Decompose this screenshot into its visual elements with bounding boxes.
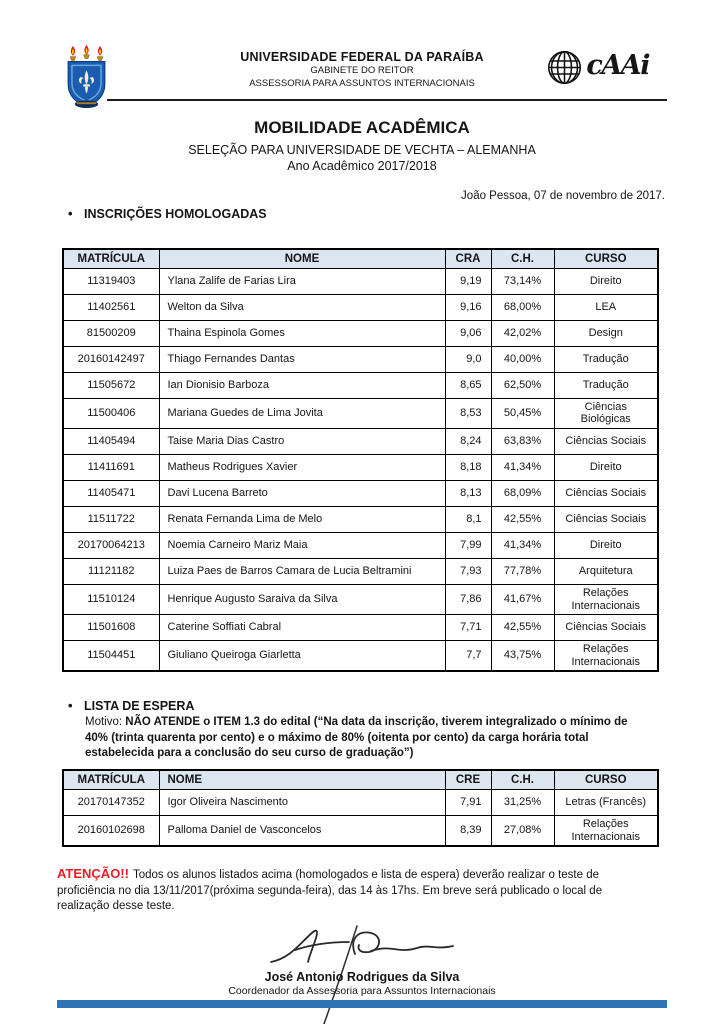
table-cell: 8,65	[445, 372, 491, 398]
table-cell: 20160142497	[63, 346, 159, 372]
table-cell: 11504451	[63, 641, 159, 672]
table-cell: 50,45%	[491, 398, 554, 428]
table-cell: Ciências Sociais	[554, 480, 658, 506]
table-cell: 7,99	[445, 532, 491, 558]
table-cell: 31,25%	[491, 789, 554, 815]
table-cell: 11319403	[63, 268, 159, 294]
table-cell: 9,06	[445, 320, 491, 346]
table-cell: Ciências Biológicas	[554, 398, 658, 428]
table-cell: Matheus Rodrigues Xavier	[159, 454, 445, 480]
doc-header	[57, 45, 667, 99]
caai-logo	[546, 49, 649, 86]
table-cell: 68,09%	[491, 480, 554, 506]
column-header-ch: C.H.	[491, 249, 554, 269]
table-cell: Relações Internacionais	[554, 641, 658, 672]
table-cell: 77,78%	[491, 558, 554, 584]
table-header-row	[63, 249, 658, 269]
table-row	[63, 454, 658, 480]
espera-heading	[57, 698, 667, 713]
table-cell: Henrique Augusto Saraiva da Silva	[159, 584, 445, 614]
table-cell: 11500406	[63, 398, 159, 428]
table-cell: 11405471	[63, 480, 159, 506]
column-header-ch: C.H.	[491, 770, 554, 790]
table-row	[63, 480, 658, 506]
table-row	[63, 398, 658, 428]
table-cell: Palloma Daniel de Vasconcelos	[159, 815, 445, 846]
table-row	[63, 294, 658, 320]
globe-icon	[546, 49, 583, 86]
table-cell: 20160102698	[63, 815, 159, 846]
table-cell: 20170064213	[63, 532, 159, 558]
table-row	[63, 268, 658, 294]
table-cell: 11510124	[63, 584, 159, 614]
table-cell: LEA	[554, 294, 658, 320]
table-cell: 41,67%	[491, 584, 554, 614]
table-cell: 73,14%	[491, 268, 554, 294]
dateline: João Pessoa, 07 de novembro de 2017.	[461, 189, 665, 202]
column-header-cre: CRE	[445, 770, 491, 790]
table-cell: 42,55%	[491, 506, 554, 532]
table-cell: Welton da Silva	[159, 294, 445, 320]
torch-cups	[70, 55, 103, 61]
table-cell: Tradução	[554, 346, 658, 372]
signatory-name: José Antonio Rodrigues da Silva	[264, 970, 460, 985]
table-cell: Thaina Espinola Gomes	[159, 320, 445, 346]
table-cell: 40,00%	[491, 346, 554, 372]
table-cell: 9,0	[445, 346, 491, 372]
table-row	[63, 346, 658, 372]
table-cell: 27,08%	[491, 815, 554, 846]
doc-title: MOBILIDADE ACADÊMICA	[254, 118, 470, 137]
table-cell: Noemia Carneiro Mariz Maia	[159, 532, 445, 558]
table-cell: 7,93	[445, 558, 491, 584]
table-cell: 42,55%	[491, 615, 554, 641]
column-header-curso: CURSO	[554, 249, 658, 269]
attention-note	[57, 865, 639, 915]
column-header-matricula: MATRÍCULA	[63, 249, 159, 269]
table-cell: 11405494	[63, 428, 159, 454]
table-cell: Direito	[554, 532, 658, 558]
table-cell: 11505672	[63, 372, 159, 398]
table-cell: 11121182	[63, 558, 159, 584]
title-block	[57, 117, 667, 175]
espera-table	[62, 769, 659, 847]
table-cell: Luiza Paes de Barros Camara de Lucia Beltramini	[159, 558, 445, 584]
column-header-nome: NOME	[159, 770, 445, 790]
table-cell: 9,19	[445, 268, 491, 294]
table-cell: 68,00%	[491, 294, 554, 320]
table-cell: 11501608	[63, 615, 159, 641]
table-row	[63, 428, 658, 454]
org-office: ASSESSORIA PARA ASSUNTOS INTERNACIONAIS	[249, 77, 475, 89]
table-cell: 62,50%	[491, 372, 554, 398]
espera-section	[57, 698, 667, 847]
column-header-cra: CRA	[445, 249, 491, 269]
table-cell: 20170147352	[63, 789, 159, 815]
doc-subtitle: SELEÇÃO PARA UNIVERSIDADE DE VECHTA – ALEMANHA	[188, 143, 536, 158]
table-cell: 8,13	[445, 480, 491, 506]
signatory-role: Coordenador da Assessoria para Assuntos Internacionais	[228, 985, 496, 998]
table-cell: Direito	[554, 268, 658, 294]
ufpb-crest-logo	[63, 45, 110, 109]
homologadas-table	[62, 248, 659, 673]
org-block	[152, 45, 572, 90]
column-header-nome: NOME	[159, 249, 445, 269]
org-name: UNIVERSIDADE FEDERAL DA PARAÍBA	[240, 50, 484, 64]
signature-scribble	[257, 926, 467, 968]
table-row	[63, 558, 658, 584]
table-cell: Tradução	[554, 372, 658, 398]
table-cell: Ciências Sociais	[554, 428, 658, 454]
table-cell: Letras (Francês)	[554, 789, 658, 815]
doc-year: Ano Acadêmico 2017/2018	[287, 159, 437, 174]
table-cell: 42,02%	[491, 320, 554, 346]
table-cell: Thiago Fernandes Dantas	[159, 346, 445, 372]
motivo-text	[85, 715, 641, 761]
homologadas-heading	[57, 206, 667, 221]
table-cell: 11402561	[63, 294, 159, 320]
table-cell: Relações Internacionais	[554, 815, 658, 846]
table-cell: Ciências Sociais	[554, 615, 658, 641]
bullet-icon: •	[68, 205, 73, 221]
table-cell: 7,7	[445, 641, 491, 672]
caai-logo-text: cAAi	[586, 50, 649, 81]
bullet-icon: •	[68, 698, 73, 714]
column-header-curso: CURSO	[554, 770, 658, 790]
table-row	[63, 320, 658, 346]
table-cell: 41,34%	[491, 454, 554, 480]
table-cell: 7,71	[445, 615, 491, 641]
table-cell: 63,83%	[491, 428, 554, 454]
table-row	[63, 372, 658, 398]
table-cell: 81500209	[63, 320, 159, 346]
org-dept: GABINETE DO REITOR	[310, 65, 414, 77]
footer-bar	[57, 1000, 667, 1008]
table-cell: Ylana Zalife de Farias Lira	[159, 268, 445, 294]
table-cell: 8,53	[445, 398, 491, 428]
espera-heading-label: LISTA DE ESPERA	[84, 699, 195, 714]
table-cell: 8,24	[445, 428, 491, 454]
table-cell: Renata Fernanda Lima de Melo	[159, 506, 445, 532]
table-cell: Arquitetura	[554, 558, 658, 584]
table-header-row	[63, 770, 658, 790]
table-row	[63, 789, 658, 815]
homologadas-heading-label: INSCRIÇÕES HOMOLOGADAS	[84, 206, 267, 221]
attention-text: Todos os alunos listados acima (homologados e lista de espera) deverão realizar o teste de proficiência no dia 13/11/2017(próxima segunda-feira), das 14 às 17hs. Em breve será publicado o local de realização desse teste.	[57, 869, 603, 913]
table-row	[63, 506, 658, 532]
table-cell: 41,34%	[491, 532, 554, 558]
table-cell: 7,86	[445, 584, 491, 614]
table-cell: Ciências Sociais	[554, 506, 658, 532]
table-cell: Igor Oliveira Nascimento	[159, 789, 445, 815]
table-cell: Caterine Soffiati Cabral	[159, 615, 445, 641]
table-row	[63, 815, 658, 846]
signature-block	[57, 926, 667, 997]
column-header-matricula: MATRÍCULA	[63, 770, 159, 790]
motivo-bold-text: NÃO ATENDE o ITEM 1.3 do edital (“Na data da inscrição, tiverem integralizado o mínimo de 40% (trinta quarenta por cento) e o máximo de 80% (oitenta por cento) da carga horária total estabelecida para a conclusão do seu curso de graduação”)	[85, 716, 628, 759]
table-cell: Mariana Guedes de Lima Jovita	[159, 398, 445, 428]
table-cell: 11511722	[63, 506, 159, 532]
table-cell: Giuliano Queiroga Giarletta	[159, 641, 445, 672]
table-cell: Ian Dionisio Barboza	[159, 372, 445, 398]
table-row	[63, 532, 658, 558]
table-cell: Relações Internacionais	[554, 584, 658, 614]
table-cell: 11411691	[63, 454, 159, 480]
header-rule	[107, 99, 667, 101]
table-row	[63, 641, 658, 672]
table-cell: 43,75%	[491, 641, 554, 672]
table-cell: Taise Maria Dias Castro	[159, 428, 445, 454]
table-cell: 8,18	[445, 454, 491, 480]
table-cell: 7,91	[445, 789, 491, 815]
table-cell: Design	[554, 320, 658, 346]
table-row	[63, 584, 658, 614]
table-cell: 8,1	[445, 506, 491, 532]
table-row	[63, 615, 658, 641]
table-cell: Davi Lucena Barreto	[159, 480, 445, 506]
attention-label: ATENÇÃO!!	[57, 866, 129, 882]
table-cell: 9,16	[445, 294, 491, 320]
torch-flames	[71, 45, 103, 56]
table-cell: 8,39	[445, 815, 491, 846]
motivo-prefix: Motivo:	[85, 716, 126, 729]
table-cell: Direito	[554, 454, 658, 480]
